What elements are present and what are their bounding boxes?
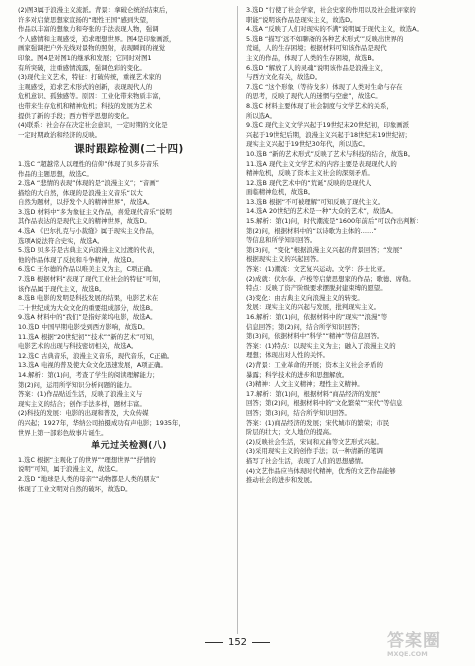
text-line: 的兴起；1927年，华纳公司拍摄成功有声电影；1935年， (18, 418, 185, 427)
column-divider (237, 6, 238, 634)
text-line: 答案：(1)作品贴近生活，反映了浪漫主义与 (18, 390, 143, 399)
text-line: 5.选B “描写‘远不如聊斋的各种艺术形式’”反映出世界的 (246, 34, 404, 43)
text-line: (4)联系：社会存在决定社会意识，一定时期的文化是 (18, 121, 168, 130)
text-line: 精神危机，反映了资本主义社会的深刻矛盾。 (246, 169, 374, 178)
text-line: (3)采用现实主义的创作手法；以一种清新的笔调 (246, 447, 383, 456)
text-line: 5.选D 贝多芬是古典主义向浪漫主义过渡的代表， (18, 246, 159, 255)
text-line: 推动社会的进步和发展。 (246, 476, 317, 485)
text-line: 一定时期政治和经济的反映。 (18, 130, 102, 139)
text-line: 其作品表达的是现代主义的精神世界，故选D。 (18, 217, 151, 226)
text-line: 13.选A 电视的普及使大众文化迅速发展，A项正确。 (18, 361, 167, 370)
text-line: 4.选A “反映了人们对现实的不满”说明属于现代主义，故选A。 (246, 25, 423, 34)
text-line: 体现了工业文明对自然的破坏，故选D。 (18, 484, 132, 493)
text-line: 3.选D “行使了社会学家，社会史家的作用以及社会批评家的 (246, 6, 416, 14)
left-top-block (18, 6, 240, 140)
text-line: 8.选B 电影的发明是科技发展的结果，电影艺术在 (18, 294, 159, 303)
text-line: 2.选A “悲情的表现”体现的是“浪漫主义”；“音画” (18, 179, 160, 188)
text-line: (4)文艺作品应当体现时代精神，优秀的文艺作品能够 (246, 466, 396, 475)
section-title-lesson-test: 课时跟踪检测(二十四) (74, 143, 184, 156)
text-line: (2)科技的发展：电影的出现和普及，大众传媒 (18, 409, 149, 418)
text-line: 现实主义兴起于19世纪30年代，所以选C。 (246, 140, 369, 149)
text-line: 作品的主题思想，故选C。 (18, 169, 93, 178)
text-line: 8.选C 材料主要体现了社会制度与文学艺术的关系， (246, 101, 393, 110)
text-line: 特点：反映了资产阶级要求摆脱封建束缚的愿望。 (246, 284, 387, 293)
left-bottom-block (18, 456, 240, 494)
text-line: 也带来生存危机和精神危机；科技的发展为艺术 (18, 101, 153, 110)
text-line: 等信息和所学知识回答。 (246, 236, 317, 245)
text-line: 荒诞，人的生存困境；根据材料可知该作品是现代 (246, 44, 387, 53)
text-line: 危机意识、孤独感等。原因：工业化带来物质丰富， (18, 92, 165, 101)
text-line: 第(2)问，根据材料中的“以诗歌为主体的……” (246, 226, 377, 235)
text-line: (3)现代主义艺术，特征：打破传统，重视艺术家的 (18, 73, 162, 82)
footer-dash-right (252, 642, 270, 643)
footer-dash-left (205, 642, 223, 643)
text-line: 描绘的大自然，体现的是浪漫主义音乐“以大 (18, 188, 143, 197)
text-line: 答案：(1)特点：以现实主义为主；融入了浪漫主义的 (246, 341, 396, 350)
text-line: 提供了新的手段；西方哲学思想的变化。 (18, 111, 134, 120)
left-column (18, 6, 240, 494)
text-line: (2)反映社会生活，宋词和元曲等文艺形式兴起。 (246, 437, 383, 446)
text-line: 15.解析：第(1)问，时代潮流是“1600年前后”可以作出判断： (246, 217, 423, 226)
text-line: 第(3)问，依据材料中“科学”“精神”等信息回答。 (246, 332, 384, 341)
text-line: 11.选A 现代主义文学艺术的内容主要是表现现代人的 (246, 159, 397, 168)
text-line: (2)成就：伏尔泰、卢梭等启蒙思想家的作品；歌德、席勒。 (246, 274, 415, 283)
text-line: 14.解析：第(1)问，考查了学生的阅读理解能力； (18, 370, 159, 379)
text-line: 7.选B 根据材料“表现了现代工业社会的特征”可知， (18, 275, 165, 284)
text-line: (3)变化：由古典主义向浪漫主义的转变。 (246, 293, 364, 302)
text-line: 主义的作品，体现了人类的生存困境，故选B。 (246, 53, 379, 62)
text-line: 许多对启蒙思想家宣扬的“理性王国”感到失望， (18, 15, 153, 24)
text-line: 电影艺术的出现与科技密切相关，故选A。 (18, 342, 138, 351)
text-line: 17.解析：第(1)问，根据材料“商品经济的发展” (246, 389, 381, 398)
text-line: 印象。图4是对图1的继承和发展；它同时对图1 (18, 53, 152, 62)
text-line: 发展：现实主义的兴起与发展，批判现实主义。 (246, 303, 381, 312)
text-line: 11.选A 根据“20世纪初”“技术”“新的艺术”可知， (18, 332, 159, 341)
text-line: 根据现实主义的兴起回答。 (246, 255, 323, 264)
text-line: (3)精神：人文主义精神；理性主义精神。 (246, 380, 364, 389)
text-line: 2.选D “地球是人类的母亲”“动物都是人类的朋友” (18, 474, 160, 483)
text-line: 10.选D 中国早期电影受到西方影响，故选D。 (18, 323, 149, 331)
text-line: 12.选B 现代艺术中的“荒诞”反映的是现代人 (246, 178, 372, 187)
left-mid-block (18, 160, 240, 438)
text-line: 第(3)问，“变化”根据浪漫主义兴起的背景回答；“发展” (246, 245, 403, 254)
text-line: 答案：(1)商品经济的发展；宋代城市的繁荣；市民 (246, 418, 390, 427)
text-line: (2)背景：工业革命的开展；资本主义社会矛盾的 (246, 360, 383, 369)
text-line: 个人感情和主观感受，追求理想世界。图4是印象画派， (18, 34, 176, 43)
text-line: 9.选A 材料中的“我们”是指好莱坞电影，故选A。 (18, 313, 157, 322)
watermark-url: MXQE.COM (387, 650, 428, 658)
section-title-unit-test: 单元过关检测(八) (91, 441, 167, 452)
text-line: 描写了社会生活，表现了人们的思想感情。 (246, 456, 368, 465)
text-line: 职能”说明该作品是现实主义，故选D。 (246, 15, 357, 24)
text-line: 自然为题材，以抒发个人的精神世界”，故选A。 (18, 198, 154, 207)
text-line: (2)图3属于浪漫主义流派。背景：拿破仑统治结束后， (18, 6, 172, 14)
text-line: 面临精神危机，故选B。 (246, 188, 315, 197)
text-line: 兴起于19世纪后期，浪漫主义兴起于18世纪末19世纪初； (246, 130, 411, 139)
text-line: 7.选C “这个形象（等待戈多）体现了人类对生命与存在 (246, 82, 403, 91)
text-line: 理想；体现出对人性的关怀。 (246, 351, 330, 360)
text-line: 回答；第(3)问，结合所学知识回答。 (246, 408, 351, 417)
text-line: 说明”可知，属于浪漫主义，故选C。 (18, 465, 122, 474)
text-line: 4.选A 《巴尔扎克与小裁缝》属于现实主义作品， (18, 227, 159, 236)
text-line: 答案：(1)潮流：文艺复兴运动。文学：莎士比亚。 (246, 265, 390, 274)
text-line: 作品以丰富的想象力和夸张的手法表现人物，强调 (18, 25, 159, 34)
text-line: 12.选C 古典音乐，浪漫主义音乐，现代音乐，C正确。 (18, 351, 174, 360)
text-line: 主观感受，追求艺术形式的创新，表现现代人的 (18, 82, 153, 91)
text-line: 暴露；科学技术的进步和思想解放。 (246, 370, 349, 379)
text-line: 现实主义的结合；创作手法多样，题材丰富。 (18, 399, 146, 408)
text-line: 他的作品体现了反抗和斗争精神，故选D。 (18, 255, 138, 264)
text-line: 9.选C 现代主义文学兴起于19世纪末20世纪初，印象画派 (246, 121, 410, 130)
text-line: 第(2)问，运用所学知识分析问题的能力。 (18, 380, 136, 389)
text-line: 选项A说法符合史实，故选A。 (18, 236, 104, 245)
text-line: 阶层的壮大；文人地位的提高。 (246, 428, 336, 437)
text-line: 13.选B 根据“不可被理解”可知反映了现代主义。 (246, 197, 385, 206)
text-line: 画家强调把户外光线对景物的照射，表现瞬间的视觉 (18, 44, 165, 53)
right-column (246, 6, 468, 486)
text-line: 所以选A。 (246, 111, 276, 120)
page-number: 152 (227, 637, 248, 648)
text-line: 与西方文化有关，故选D。 (246, 73, 322, 82)
text-line: 世界上第一部彩色故事片诞生。 (18, 428, 108, 437)
text-line: 6.选C 王尔德的作品以唯美主义为主，C项正确。 (18, 265, 157, 274)
text-line: 二十世纪成为大众文化的重要组成部分，故选B。 (18, 303, 157, 312)
right-answer-block (246, 6, 468, 486)
watermark-logo-text: 答案圈 (387, 631, 441, 651)
text-line: 6.选D “解放了人的灵魂”说明该作品是浪漫主义， (246, 63, 388, 72)
watermark-logo (387, 632, 465, 662)
text-line: 信息回答；第(2)问，结合所学知识回答； (246, 322, 364, 331)
text-line: 该作品属于现代主义，故选B。 (18, 284, 106, 293)
text-line: 回答；第(2)问，根据材料中的“文化繁荣”“宋代”等信息 (246, 399, 403, 408)
text-line: 14.选A 20世纪的艺术是一种“大众的艺术”，故选A。 (246, 207, 397, 216)
text-line: 3.选D 材料中“多为象征主义作品，喜爱现代音乐”说明 (18, 207, 172, 216)
text-line: 1.选C 根据“主观化了的世界”“理想世界”“抒情的 (18, 455, 156, 464)
text-line: 的思考，反映了现代人的迷惘与空虚”，故选C。 (246, 92, 382, 101)
text-line: 有所突破，注重感情流露，强调色彩的变化。 (18, 63, 146, 72)
text-line: 1.选C “超越常人以理性的信仰”体现了贝多芬音乐 (18, 159, 159, 168)
text-line: 16.解析：第(1)问，依据材料中的“现实”“浪漫”等 (246, 313, 388, 321)
text-line: 10.选B “新的艺术形式”反映了艺术与科技的结合，故选B。 (246, 149, 415, 158)
